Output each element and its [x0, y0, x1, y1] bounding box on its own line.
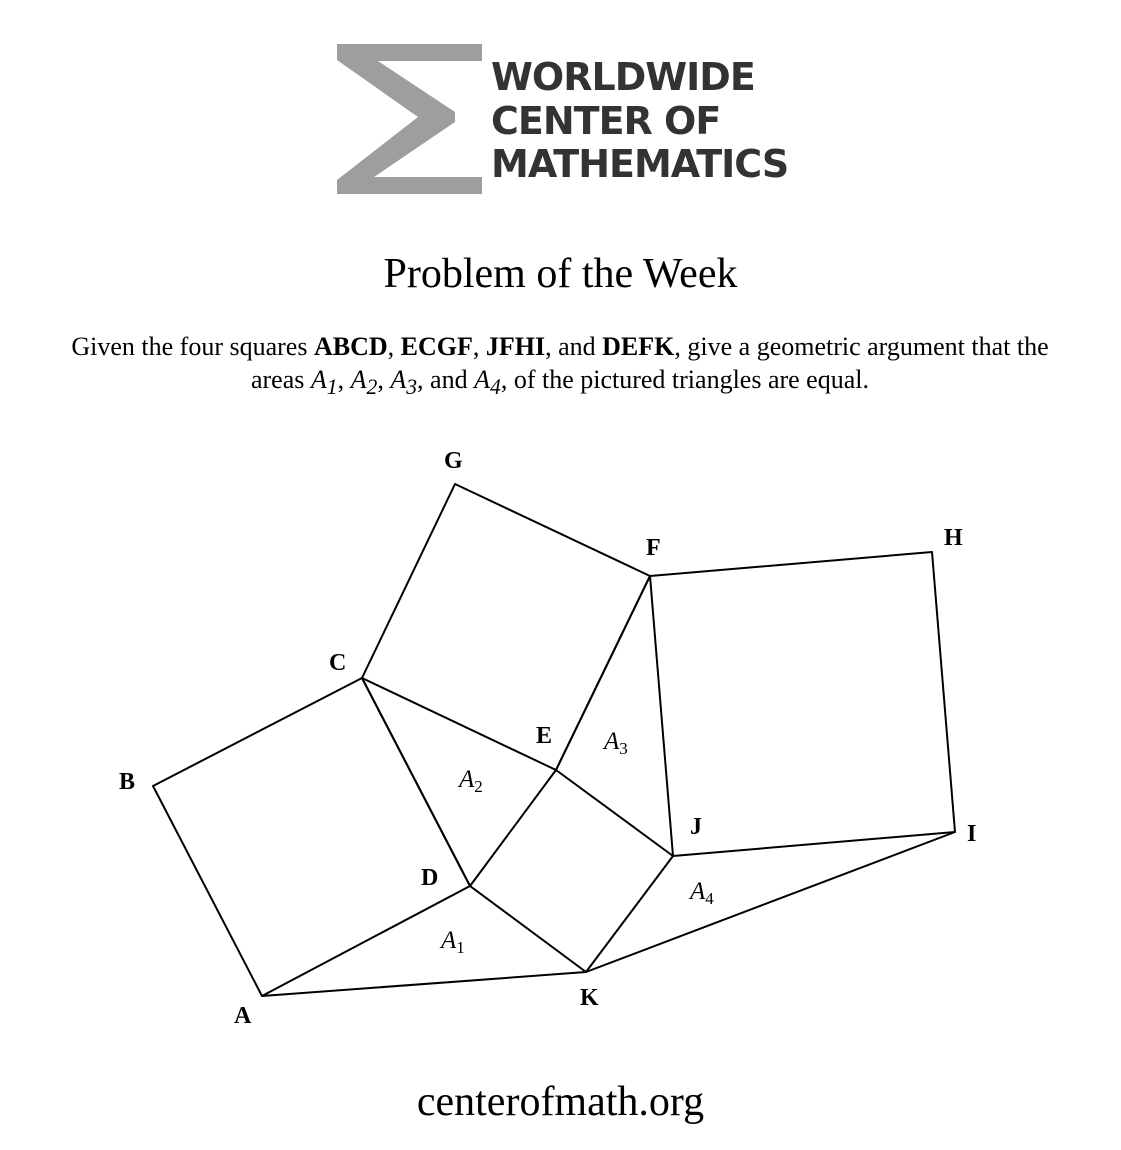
segment-ef — [556, 576, 650, 770]
segment-ki — [586, 832, 955, 972]
point-label-f: F — [646, 535, 661, 561]
square-label: DEFK — [602, 332, 675, 361]
area-label-a3: $A_3$ — [604, 728, 628, 758]
square-label: JFHI — [485, 332, 546, 361]
square-defk — [470, 770, 673, 972]
area-label-a4: $A_4$ — [690, 878, 714, 908]
segment-cd — [362, 678, 470, 886]
footer-url: centerofmath.org — [416, 1079, 705, 1125]
area-label-a1: $A_1$ — [441, 927, 465, 957]
logo-text-line-1: WORLDWIDE — [491, 55, 755, 99]
segment-ak — [262, 972, 586, 996]
prompt-text: Given the four squares — [71, 332, 314, 361]
point-label-b: B — [119, 769, 136, 795]
prompt-text: , of the pictured triangles are equal. — [500, 365, 869, 394]
point-label-c: C — [329, 650, 347, 676]
area-label-a2: $A_2$ — [459, 766, 483, 796]
square-label: ABCD — [313, 332, 388, 361]
square-label: ECGF — [400, 332, 473, 361]
logo-text-line-2: CENTER OF — [491, 99, 721, 143]
logo-text-line-3: MATHEMATICS — [491, 142, 789, 186]
point-label-i: I — [967, 821, 977, 847]
problem-statement: Given the four squares ABCD, ECGF, JFHI, and DEFK, give a geometric argument that the areas $A_1$, $A_2$, $A_3$, and $A_4$, of the pictured triangles are equal. — [71, 332, 1049, 400]
point-label-e: E — [536, 723, 553, 749]
square-abcd — [153, 678, 470, 996]
point-label-d: D — [421, 865, 439, 891]
prompt-text: , — [472, 332, 486, 361]
point-label-k: K — [580, 985, 599, 1011]
point-label-h: H — [944, 525, 963, 551]
square-jfhi — [650, 552, 955, 856]
prompt-text: , — [387, 332, 401, 361]
point-label-g: G — [444, 448, 463, 474]
prompt-text: , and — [417, 365, 475, 394]
prompt-text: , give a geometric argument that the areas — [250, 332, 1049, 394]
prompt-text: , and — [545, 332, 603, 361]
point-label-j: J — [690, 814, 702, 840]
point-label-a: A — [234, 1003, 252, 1029]
page-title: Problem of the Week — [383, 251, 738, 297]
